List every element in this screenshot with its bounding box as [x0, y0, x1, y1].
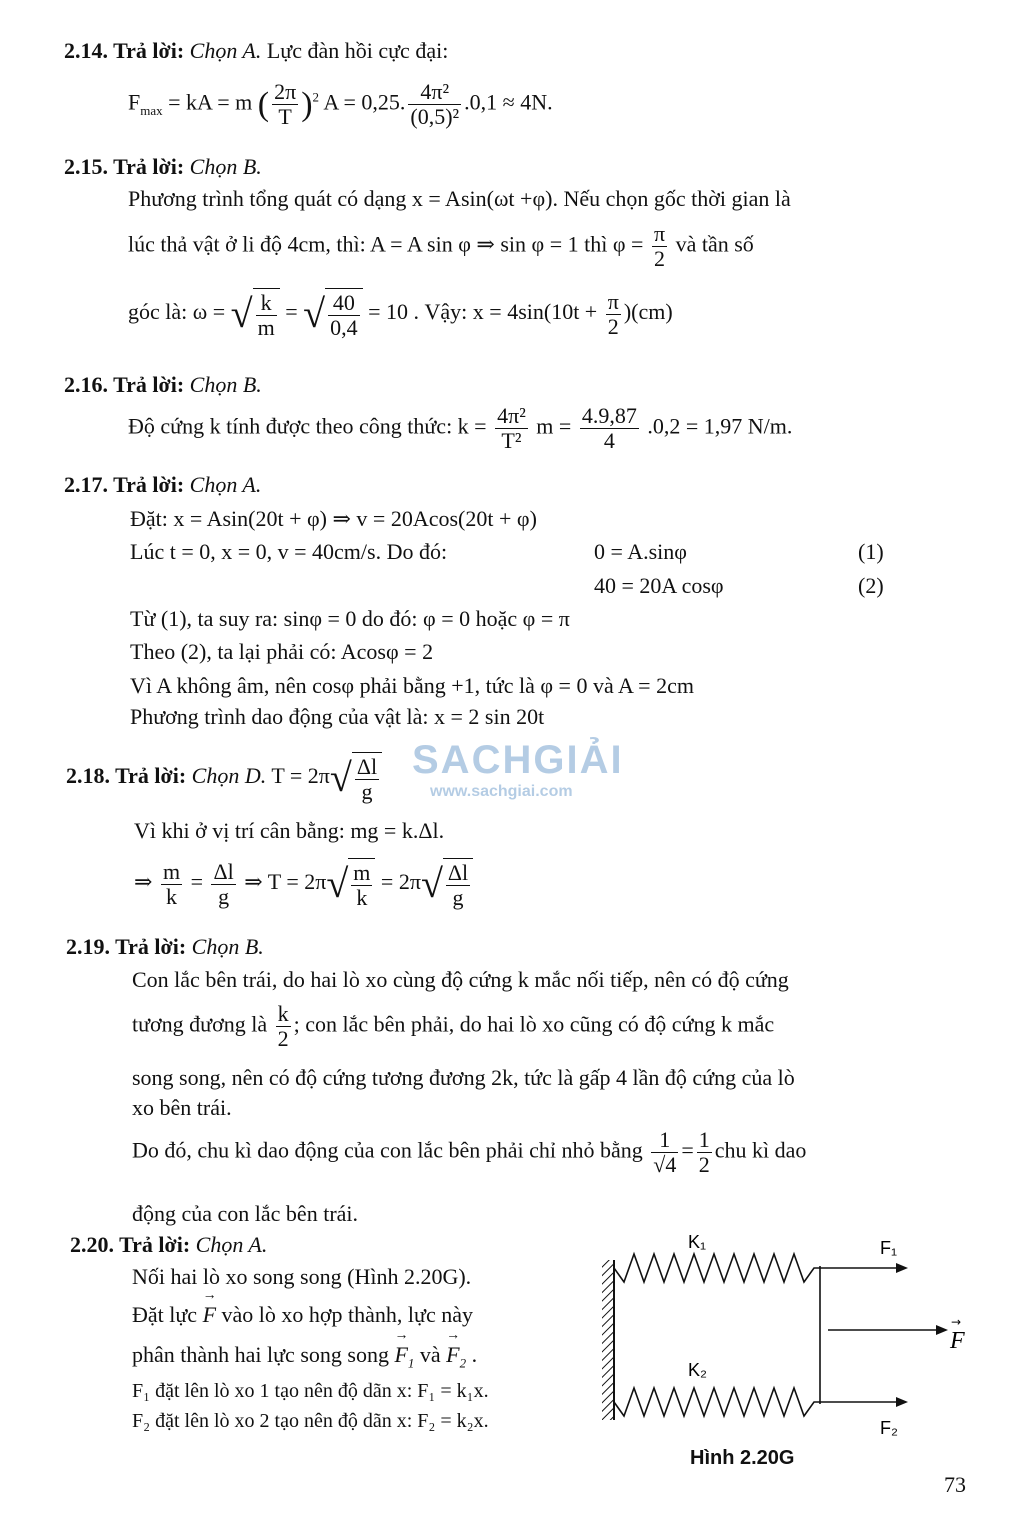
- q219-line1: Con lắc bên trái, do hai lò xo cùng độ cứng k mắc nối tiếp, nên có độ cứng: [132, 967, 789, 992]
- q220-line3: [132, 1328, 478, 1371]
- q219-l5a: Do đó, chu kì dao động của con lắc bên phải chỉ nhỏ bằng: [132, 1137, 643, 1163]
- vector-F-letter: F: [202, 1302, 217, 1327]
- q214-frac-num: 2π: [274, 79, 297, 104]
- q218-dl2: Δl: [213, 858, 234, 884]
- q214-frac-den: T: [278, 104, 292, 130]
- q215-frac-pi-2b: [606, 290, 621, 339]
- q220-line4: F₁ đặt lên lò xo 1 tạo nên độ dãn x: F₁ = k₁x.: [132, 1380, 489, 1402]
- figure-caption: Hình 2.20G: [690, 1447, 795, 1469]
- q214-formula: [128, 80, 553, 129]
- q215-k: k: [256, 291, 277, 316]
- q219-heading: [66, 934, 264, 959]
- q215-heading: [64, 154, 262, 179]
- q214-f3: A = 0,25.: [323, 89, 406, 115]
- q218-dl3: Δl: [447, 860, 469, 885]
- q216-l1c: .0,2 = 1,97 N/m.: [647, 413, 793, 439]
- q218-m: m: [162, 858, 181, 884]
- q218-choice: Chọn D.: [191, 763, 267, 789]
- q219-line6: động của con lắc bên trái.: [132, 1201, 359, 1226]
- q215-pi: π: [653, 221, 666, 246]
- q220-line2: [132, 1288, 473, 1327]
- q220-line5: F₂ đặt lên lò xo 2 tạo nên độ dãn x: F₂ = k₂x.: [132, 1410, 489, 1432]
- q219-k: k: [277, 1001, 289, 1026]
- q214-choice: Chọn A.: [189, 38, 262, 63]
- q220-line1: Nối hai lò xo song song (Hình 2.20G).: [132, 1264, 472, 1289]
- vector-F1: [394, 1328, 419, 1371]
- sqrt-sign-icon: √: [326, 861, 349, 907]
- q214-f2: = kA = m: [168, 89, 253, 115]
- q218-eq2: = 2π: [380, 869, 421, 895]
- q214-paren-open: (: [257, 86, 270, 124]
- watermark: [412, 738, 624, 801]
- vector-F1-letter: F: [394, 1342, 408, 1367]
- q214-paren-close: ): [301, 86, 313, 124]
- q220-l3a: phân thành hai lực song song: [132, 1342, 389, 1367]
- q217-line2-eq: 0 = A.sinφ: [594, 539, 687, 564]
- q218-eq: =: [190, 869, 203, 895]
- q215-line1: Phương trình tổng quát có dạng x = Asin(ωt +φ). Nếu chọn gốc thời gian là: [128, 186, 791, 211]
- q214-square: 2: [312, 89, 320, 105]
- sqrt-sign-icon: √: [329, 755, 352, 801]
- implies-arrow-icon: ⇒: [134, 869, 153, 895]
- q220-l2a: Đặt lực: [132, 1302, 198, 1327]
- q219-four: 4: [665, 1152, 677, 1178]
- arrowhead-f1: [896, 1263, 908, 1273]
- q217-choice: Chọn A.: [189, 472, 262, 497]
- q216-choice: Chọn B.: [189, 372, 262, 397]
- q216-num2: 4.9,87: [581, 403, 637, 428]
- q219-l2b: ; con lắc bên phải, do hai lò xo cũng có độ cứng k mắc: [293, 1011, 775, 1037]
- q216-line1: [128, 404, 792, 453]
- q215-eq: =: [285, 299, 298, 325]
- q215-frac-40: [328, 291, 360, 340]
- q215-two: 2: [654, 246, 665, 272]
- q218-f1: T = 2π: [271, 763, 330, 789]
- q217-line1: Đặt: x = Asin(20t + φ) ⇒ v = 20Acos(20t + φ): [130, 506, 537, 531]
- spring-figure: [596, 1230, 986, 1450]
- q219-line3: song song, nên có độ cứng tương đương 2k, tức là gấp 4 lần độ cứng của lò: [132, 1065, 795, 1090]
- q215-sqrt-40: [303, 288, 362, 340]
- label-k1: K₁: [688, 1232, 707, 1252]
- q214-head: 2.14. Trả lời:: [64, 38, 185, 63]
- q218-heading: [66, 752, 382, 804]
- q217-line6: Vì A không âm, nên cosφ phải bằng +1, tức là φ = 0 và A = 2cm: [130, 673, 694, 698]
- q220-choice: Chọn A.: [195, 1232, 268, 1257]
- q219-eq: =: [681, 1137, 694, 1163]
- q216-frac2: [580, 404, 639, 453]
- q218-head: 2.18. Trả lời:: [66, 763, 187, 789]
- q219-two: 2: [277, 1026, 289, 1052]
- watermark-brand: SACHGIẢI: [412, 738, 624, 782]
- q218-frac: [355, 755, 379, 804]
- q219-line2: [132, 1002, 774, 1051]
- q215-two2: 2: [607, 313, 619, 339]
- vector-arrow-icon: →: [446, 1328, 461, 1343]
- q215-choice: Chọn B.: [189, 154, 262, 179]
- label-f1: F₁: [880, 1238, 898, 1258]
- q215-l3b: = 10 . Vậy: x = 4sin(10t +: [368, 299, 598, 325]
- spring-k1: [614, 1254, 820, 1282]
- q216-l1a: Độ cứng k tính được theo công thức: k =: [128, 413, 487, 439]
- q216-den2: 4: [603, 428, 615, 454]
- q219-head: 2.19. Trả lời:: [66, 934, 187, 959]
- q214-text: Lực đàn hồi cực đại:: [266, 38, 449, 63]
- vector-F1-sub: 1: [407, 1355, 415, 1371]
- q217-line2-num: (1): [858, 539, 884, 564]
- q215-frac-pi-2: [652, 222, 667, 271]
- vector-F: [202, 1288, 222, 1327]
- q218-line3: [134, 858, 473, 910]
- q218-g: g: [361, 779, 373, 805]
- q218-sqrt-dl-g: [421, 858, 473, 910]
- q216-den1: T²: [501, 428, 522, 454]
- q215-l3c: )(cm): [623, 299, 673, 325]
- q218-m2: m: [353, 860, 371, 885]
- q220-head: 2.20. Trả lời:: [70, 1232, 191, 1257]
- q215-head: 2.15. Trả lời:: [64, 154, 185, 179]
- sqrt-sign-icon: √: [303, 291, 326, 337]
- q217-line5: Theo (2), ta lại phải có: Acosφ = 2: [130, 639, 434, 664]
- q214-fsub: max: [140, 103, 163, 119]
- q219-frac-k-2: [276, 1002, 291, 1051]
- q217-heading: [64, 472, 261, 497]
- vector-F2-letter: F: [446, 1342, 460, 1367]
- q218-line2: Vì khi ở vị trí cân bằng: mg = k.Δl.: [134, 818, 445, 843]
- q218-k2: k: [356, 885, 368, 911]
- q215-d04: 0,4: [330, 315, 358, 341]
- q217-line7: Phương trình dao động của vật là: x = 2 sin 20t: [130, 704, 545, 729]
- q216-num1: 4π²: [497, 403, 526, 428]
- q220-dot: .: [471, 1342, 478, 1367]
- q215-line3: [128, 288, 673, 340]
- q216-frac1: [495, 404, 528, 453]
- q219-choice: Chọn B.: [191, 934, 264, 959]
- q219-line4: xo bên trái.: [132, 1095, 232, 1120]
- label-f-arrow: →: [951, 1315, 962, 1329]
- spring-k2: [614, 1388, 820, 1416]
- q219-frac-1-sqrt4: [651, 1128, 678, 1177]
- q218-g2: g: [218, 883, 230, 909]
- q218-frac-dl-g: [211, 860, 235, 909]
- q215-m: m: [257, 315, 275, 341]
- q216-heading: [64, 372, 262, 397]
- q218-frac-m-k2: [351, 861, 372, 910]
- q217-line4: Từ (1), ta suy ra: sinφ = 0 do đó: φ = 0 hoặc φ = π: [130, 606, 570, 631]
- q219-l5b: chu kì dao: [714, 1137, 807, 1163]
- q218-frac-m-k: [161, 860, 182, 909]
- q219-l2a: tương đương là: [132, 1011, 268, 1037]
- watermark-url: www.sachgiai.com: [430, 783, 573, 800]
- q215-l2b: và tần số: [675, 231, 754, 257]
- arrowhead-f2: [896, 1397, 908, 1407]
- q220-l2b: vào lò xo hợp thành, lực này: [221, 1302, 473, 1327]
- vector-F2-sub: 2: [459, 1355, 467, 1371]
- q214-num: 4π²: [408, 80, 461, 105]
- q214-heading: [64, 38, 448, 63]
- page-number: 73: [944, 1472, 966, 1497]
- q217-line3-eq: 40 = 20A cosφ: [594, 573, 724, 598]
- q214-den: (0,5)²: [410, 104, 460, 130]
- q215-n40: 40: [328, 291, 360, 316]
- q215-frac-k-m: [256, 291, 277, 340]
- sqrt-sign-icon: √: [653, 1152, 666, 1178]
- q214-frac-2pi-T: [272, 80, 298, 129]
- arrowhead-f: [936, 1325, 948, 1335]
- q216-head: 2.16. Trả lời:: [64, 372, 185, 397]
- q215-l3a: góc là: ω =: [128, 299, 226, 325]
- q218-dl: Δl: [356, 754, 378, 779]
- vector-arrow-icon: →: [202, 1288, 217, 1303]
- q214-frac-main: [408, 80, 461, 129]
- q214-f4: .0,1 ≈ 4N.: [464, 89, 553, 115]
- q217-head: 2.17. Trả lời:: [64, 472, 185, 497]
- q214-f1: F: [128, 89, 141, 115]
- q220-heading: [70, 1232, 267, 1257]
- vector-F2: [446, 1328, 471, 1371]
- label-f2: F₂: [880, 1418, 898, 1438]
- q218-g3: g: [452, 885, 464, 911]
- q218-arrow2: ⇒ T = 2π: [244, 869, 327, 895]
- q215-pi2: π: [607, 288, 619, 314]
- q219-two2: 2: [698, 1152, 710, 1178]
- q219-one: 1: [651, 1128, 678, 1153]
- q215-l2a: lúc thả vật ở li độ 4cm, thì: A = A sin φ ⇒ sin φ = 1 thì φ =: [128, 231, 644, 257]
- q217-line3-num: (2): [858, 573, 884, 598]
- q219-line5: [132, 1128, 806, 1177]
- label-k2: K₂: [688, 1360, 707, 1380]
- vector-arrow-icon: →: [394, 1328, 409, 1343]
- q218-frac-dl-g2: [446, 861, 470, 910]
- q215-sqrt-k-m: [231, 288, 280, 340]
- q219-frac-1-2: [697, 1128, 712, 1177]
- q215-line2: [128, 222, 754, 271]
- sqrt-sign-icon: √: [420, 861, 443, 907]
- q218-k: k: [166, 883, 177, 909]
- wall-hatch: [602, 1260, 614, 1420]
- label-f: F: [950, 1328, 965, 1354]
- q216-l1b: m =: [536, 413, 572, 439]
- q220-and: và: [419, 1342, 441, 1367]
- q219-one2: 1: [698, 1127, 710, 1152]
- sqrt-sign-icon: √: [230, 291, 253, 337]
- q217-line2: Lúc t = 0, x = 0, v = 40cm/s. Do đó:: [130, 539, 448, 564]
- q218-sqrt-m-k: [326, 858, 375, 910]
- q218-sqrt: [330, 752, 382, 804]
